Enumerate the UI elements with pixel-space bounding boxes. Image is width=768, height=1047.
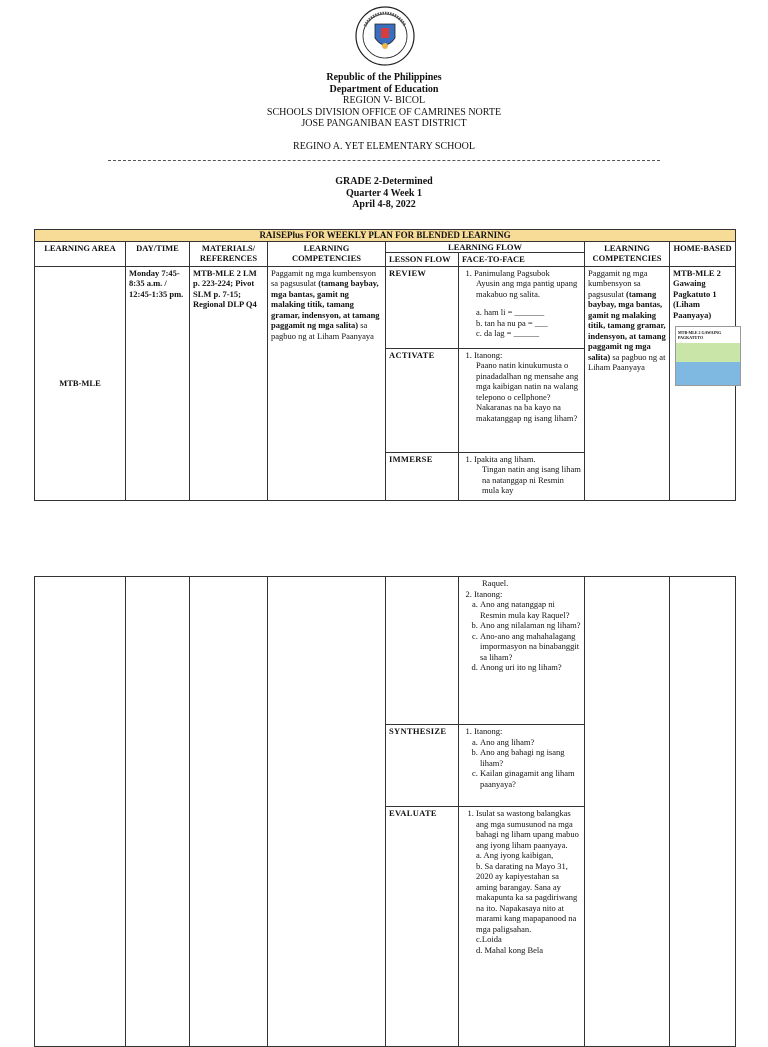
activate-item: 1. Itanong: bbox=[474, 350, 581, 361]
cont-competencies-cell-2 bbox=[585, 577, 670, 1047]
table-title: RAISEPlus FOR WEEKLY PLAN FOR BLENDED LEARNING bbox=[35, 230, 736, 242]
evaluate-c: c.Loida bbox=[476, 934, 502, 944]
review-b: b. tan ha nu pa = ___ bbox=[476, 317, 548, 328]
school-name: REGINO A. YET ELEMENTARY SCHOOL bbox=[293, 141, 475, 152]
competency-tail-2: sa pagbuo ng at Liham Paanyaya bbox=[588, 351, 666, 372]
header-materials: MATERIALS/ REFERENCES bbox=[190, 241, 268, 266]
date-range: April 4-8, 2022 bbox=[352, 199, 416, 210]
cont-area-cell bbox=[35, 577, 126, 1047]
header-competencies: LEARNING COMPETENCIES bbox=[268, 241, 386, 266]
immerse-item: 1. Ipakita ang liham. bbox=[474, 454, 581, 465]
home-based-cell bbox=[670, 266, 736, 500]
cont-materials-cell bbox=[190, 577, 268, 1047]
stage-review: REVIEW bbox=[386, 266, 459, 348]
evaluate-b: b. Sa darating na Mayo 31, 2020 ay kapiyestahan sa aming barangay. Sana ay makapunta ka sa pagdiriwang na ito. Napakasaya nito at marami kang mapapanood na mga paligsahan. bbox=[476, 860, 578, 934]
header-region: REGION V- BICOL bbox=[342, 95, 426, 106]
cont-competencies-cell bbox=[268, 577, 386, 1047]
competency-conventions: (tamang baybay, mga bantas, gamit ng malaking titik, tamang gramar, indensyon, at tamang paggamit ng mga salita) bbox=[271, 278, 380, 330]
stage-activate: ACTIVATE bbox=[386, 348, 459, 452]
header-republic: Republic of the Philippines bbox=[326, 72, 442, 83]
stage-immerse: IMMERSE bbox=[386, 452, 459, 500]
immerse-question: a. Ano ang natanggap ni Resmin mula kay Raquel? bbox=[480, 599, 581, 620]
review-content bbox=[459, 266, 585, 348]
evaluate-d: d. Mahal kong Bela bbox=[476, 944, 544, 955]
immerse-question: b. Ano ang nilalaman ng liham? bbox=[480, 620, 581, 631]
cont-home-cell bbox=[670, 577, 736, 1047]
learning-area-cell: MTB-MLE bbox=[35, 266, 126, 500]
immerse-content bbox=[459, 452, 585, 500]
header-competencies-2: LEARNING COMPETENCIES bbox=[585, 241, 670, 266]
immerse-cont-text: Raquel. bbox=[482, 578, 509, 588]
competency-tail: sa pagbuo ng at Liham Paanyaya bbox=[271, 320, 374, 341]
header-day-time: DAY/TIME bbox=[126, 241, 190, 266]
synthesize-question: c. Kailan ginagamit ang liham paanyaya? bbox=[480, 768, 581, 789]
header-division: SCHOOLS DIVISION OFFICE OF CAMRINES NORTE bbox=[266, 106, 502, 118]
grade-section: GRADE 2-Determined bbox=[335, 176, 433, 187]
immerse-item-2: 2. Itanong: bbox=[474, 589, 581, 600]
divider-line bbox=[108, 160, 660, 161]
immerse-text: Tingan natin ang isang liham na natanggap ni Resmin mula kay bbox=[482, 464, 581, 495]
home-based-text: MTB-MLE 2 Gawaing Pagkatuto 1 (Liham Paanyaya) bbox=[673, 267, 721, 320]
stage-synthesize: SYNTHESIZE bbox=[386, 725, 459, 807]
header-learning-area: LEARNING AREA bbox=[35, 241, 126, 266]
synthesize-content bbox=[459, 725, 585, 807]
quarter-week: Quarter 4 Week 1 bbox=[345, 187, 422, 199]
weekly-plan-table-continued bbox=[34, 576, 736, 1047]
header-department: Department of Education bbox=[329, 83, 439, 95]
immerse-question: d. Anong uri ito ng liham? bbox=[480, 662, 581, 673]
review-a: a. ham li = _______ bbox=[476, 307, 545, 317]
competency-lead: Paggamit ng mga kumbensyon sa pagsusulat bbox=[271, 267, 377, 288]
synthesize-question: a. Ano ang liham? bbox=[480, 737, 581, 748]
workbook-cover-label: MTB-MLE 2 GAWAING PAGKATUTO bbox=[678, 330, 722, 340]
synthesize-item: 1. Itanong: bbox=[474, 726, 581, 737]
immerse-question: c. Ano-ano ang mahahalagang impormasyon na binabanggit sa liham? bbox=[480, 631, 581, 663]
deped-seal bbox=[355, 6, 415, 66]
synthesize-question: b. Ano ang bahagi ng isang liham? bbox=[480, 747, 581, 768]
review-item: 1. Panimulang Pagsubok bbox=[474, 268, 581, 279]
workbook-cover-image bbox=[675, 326, 741, 386]
materials-cell: MTB-MLE 2 LM p. 223-224; Pivot SLM p. 7-15; Regional DLP Q4 bbox=[190, 266, 268, 500]
cont-stage-cell bbox=[386, 577, 459, 725]
review-instruction: Ayusin ang mga pantig upang makabuo ng salita. bbox=[476, 278, 578, 299]
review-c: c. da lag = ______ bbox=[476, 328, 540, 338]
activate-text: Paano natin kinukumusta o pinadadalhan ng mensahe ang mga kaibigan natin na walang telepono o cellphone? Nakaranas na ba kayo na makatanggap ng isang liham? bbox=[476, 360, 579, 423]
competencies-cell-2 bbox=[585, 266, 670, 500]
competency-conventions-2: (tamang baybay, mga bantas, gamit ng malaking titik, tamang gramar, indensyon, at tamang paggamit ng mga salita) bbox=[588, 288, 666, 362]
stage-evaluate: EVALUATE bbox=[386, 807, 459, 1047]
header-district: JOSE PANGANIBAN EAST DISTRICT bbox=[301, 118, 467, 129]
immerse-continued bbox=[459, 577, 585, 725]
header-face-to-face: FACE-TO-FACE bbox=[459, 253, 585, 267]
cont-daytime-cell bbox=[126, 577, 190, 1047]
competencies-cell bbox=[268, 266, 386, 500]
header-home-based: HOME-BASED bbox=[670, 241, 736, 266]
header-lesson-flow: LESSON FLOW bbox=[386, 253, 459, 267]
competency-lead-2: Paggamit ng mga kumbensyon sa pagsusulat bbox=[588, 267, 648, 299]
evaluate-content bbox=[459, 807, 585, 1047]
evaluate-item: 1. Isulat sa wastong balangkas ang mga sumusunod na mga bahagi ng liham upang mabuo ang iyong liham paanyaya. bbox=[476, 808, 581, 850]
activate-content bbox=[459, 348, 585, 452]
evaluate-a: a. Ang iyong kaibigan, bbox=[476, 850, 554, 860]
header-learning-flow: LEARNING FLOW bbox=[386, 241, 585, 253]
day-time-cell: Monday 7:45-8:35 a.m. / 12:45-1:35 pm. bbox=[126, 266, 190, 500]
weekly-plan-table bbox=[34, 229, 736, 501]
